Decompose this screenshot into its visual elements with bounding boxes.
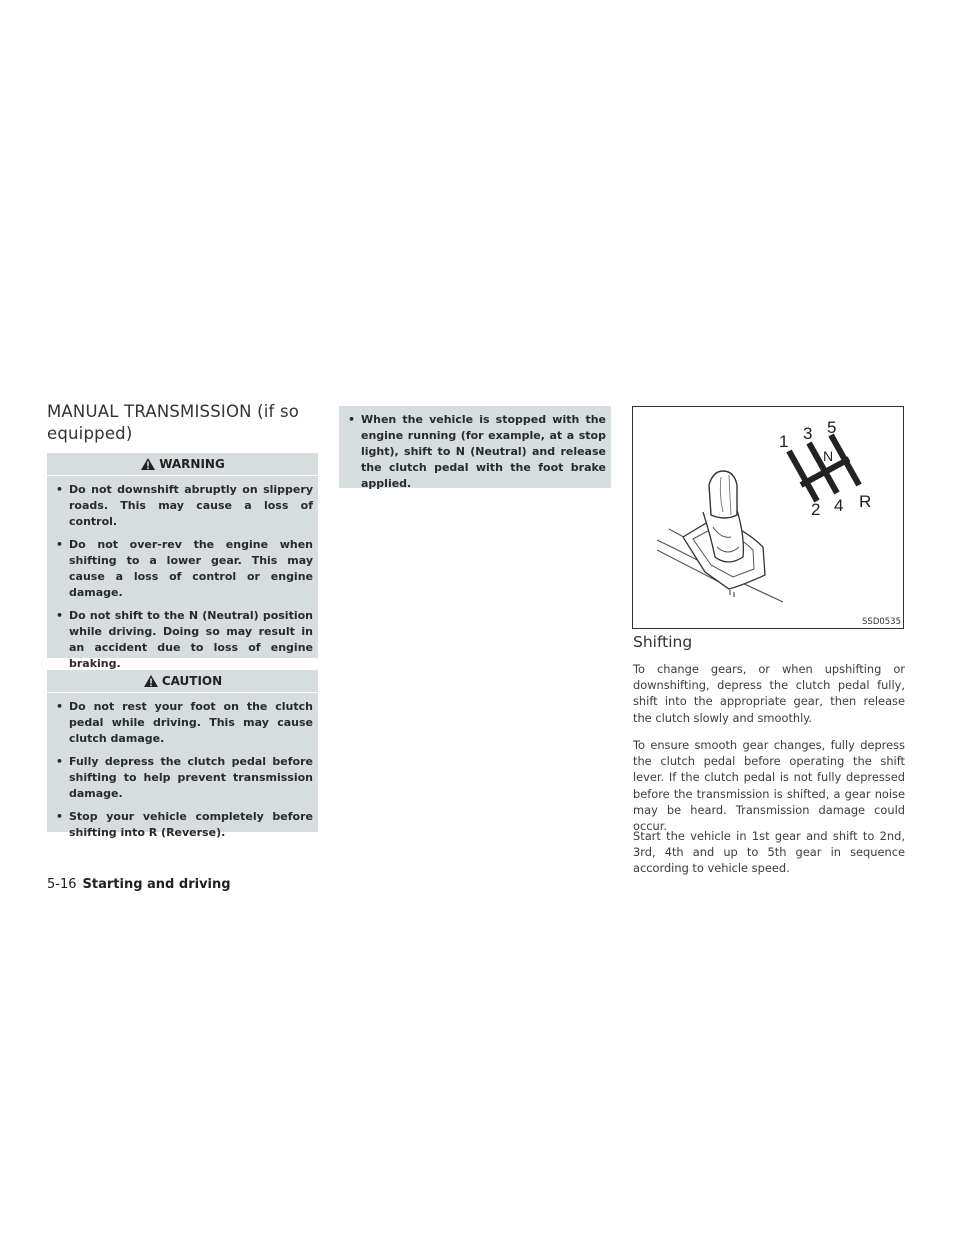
caution-label: CAUTION xyxy=(161,674,223,688)
list-item: • Do not over-rev the engine when shifting to a lower gear. This may cause a loss of control or engine damage. xyxy=(56,538,313,599)
gear-label-4: 4 xyxy=(834,496,844,515)
page-footer xyxy=(47,877,231,892)
list-item: • Do not rest your foot on the clutch pedal while driving. This may cause clutch damage. xyxy=(56,700,313,745)
caution-list-continued xyxy=(339,406,611,498)
caution-icon xyxy=(143,674,159,688)
gear-label-3: 3 xyxy=(803,424,813,443)
gear-label-5: 5 xyxy=(827,418,837,437)
caution-box-continued xyxy=(339,406,611,488)
page-number: 5-16 xyxy=(47,877,77,892)
footer-section-title: Starting and driving xyxy=(82,877,231,892)
warning-label: WARNING xyxy=(159,457,225,471)
warning-icon xyxy=(140,457,156,471)
list-item: • Do not shift to the N (Neutral) position while driving. Doing so may result in an accident due to loss of engine braking. xyxy=(56,609,313,670)
shift-pattern-figure xyxy=(632,406,904,629)
gear-label-1: 1 xyxy=(779,432,789,451)
list-item: • When the vehicle is stopped with the engine running (for example, at a stop light), shift to N (Neutral) and release the clutch pedal with the foot brake applied. xyxy=(348,413,606,490)
warning-list xyxy=(47,476,318,678)
caution-list xyxy=(47,693,318,847)
warning-box xyxy=(47,453,318,670)
shifting-paragraph-1: To change gears, or when upshifting or downshifting, depress the clutch pedal fully, shift into the appropriate gear, then release the clutch slowly and smoothly. xyxy=(633,662,905,725)
caution-box xyxy=(47,670,318,839)
gear-label-r: R xyxy=(859,492,872,511)
gear-shift-illustration xyxy=(633,407,903,628)
gear-label-2: 2 xyxy=(811,500,821,519)
shifting-paragraph-2: To ensure smooth gear changes, fully depress the clutch pedal before operating the shift lever. If the clutch pedal is not fully depressed before the transmission is shifted, a gear noise may be heard. Transmission damage could occur. xyxy=(633,738,905,834)
list-item: • Do not downshift abruptly on slippery roads. This may cause a loss of control. xyxy=(56,483,313,528)
shifting-paragraph-3: Start the vehicle in 1st gear and shift to 2nd, 3rd, 4th and up to 5th gear in sequence according to vehicle speed. xyxy=(633,829,905,876)
caution-header xyxy=(47,670,318,692)
warning-header xyxy=(47,453,318,475)
gear-label-n: N xyxy=(823,448,834,464)
figure-code: SSD0535 xyxy=(862,617,901,627)
shifting-heading: Shifting xyxy=(633,633,693,651)
section-title: MANUAL TRANSMISSION (if so equipped) xyxy=(47,402,300,443)
list-item: • Stop your vehicle completely before shifting into R (Reverse). xyxy=(56,810,313,839)
list-item: • Fully depress the clutch pedal before shifting to help prevent transmission damage. xyxy=(56,755,313,800)
